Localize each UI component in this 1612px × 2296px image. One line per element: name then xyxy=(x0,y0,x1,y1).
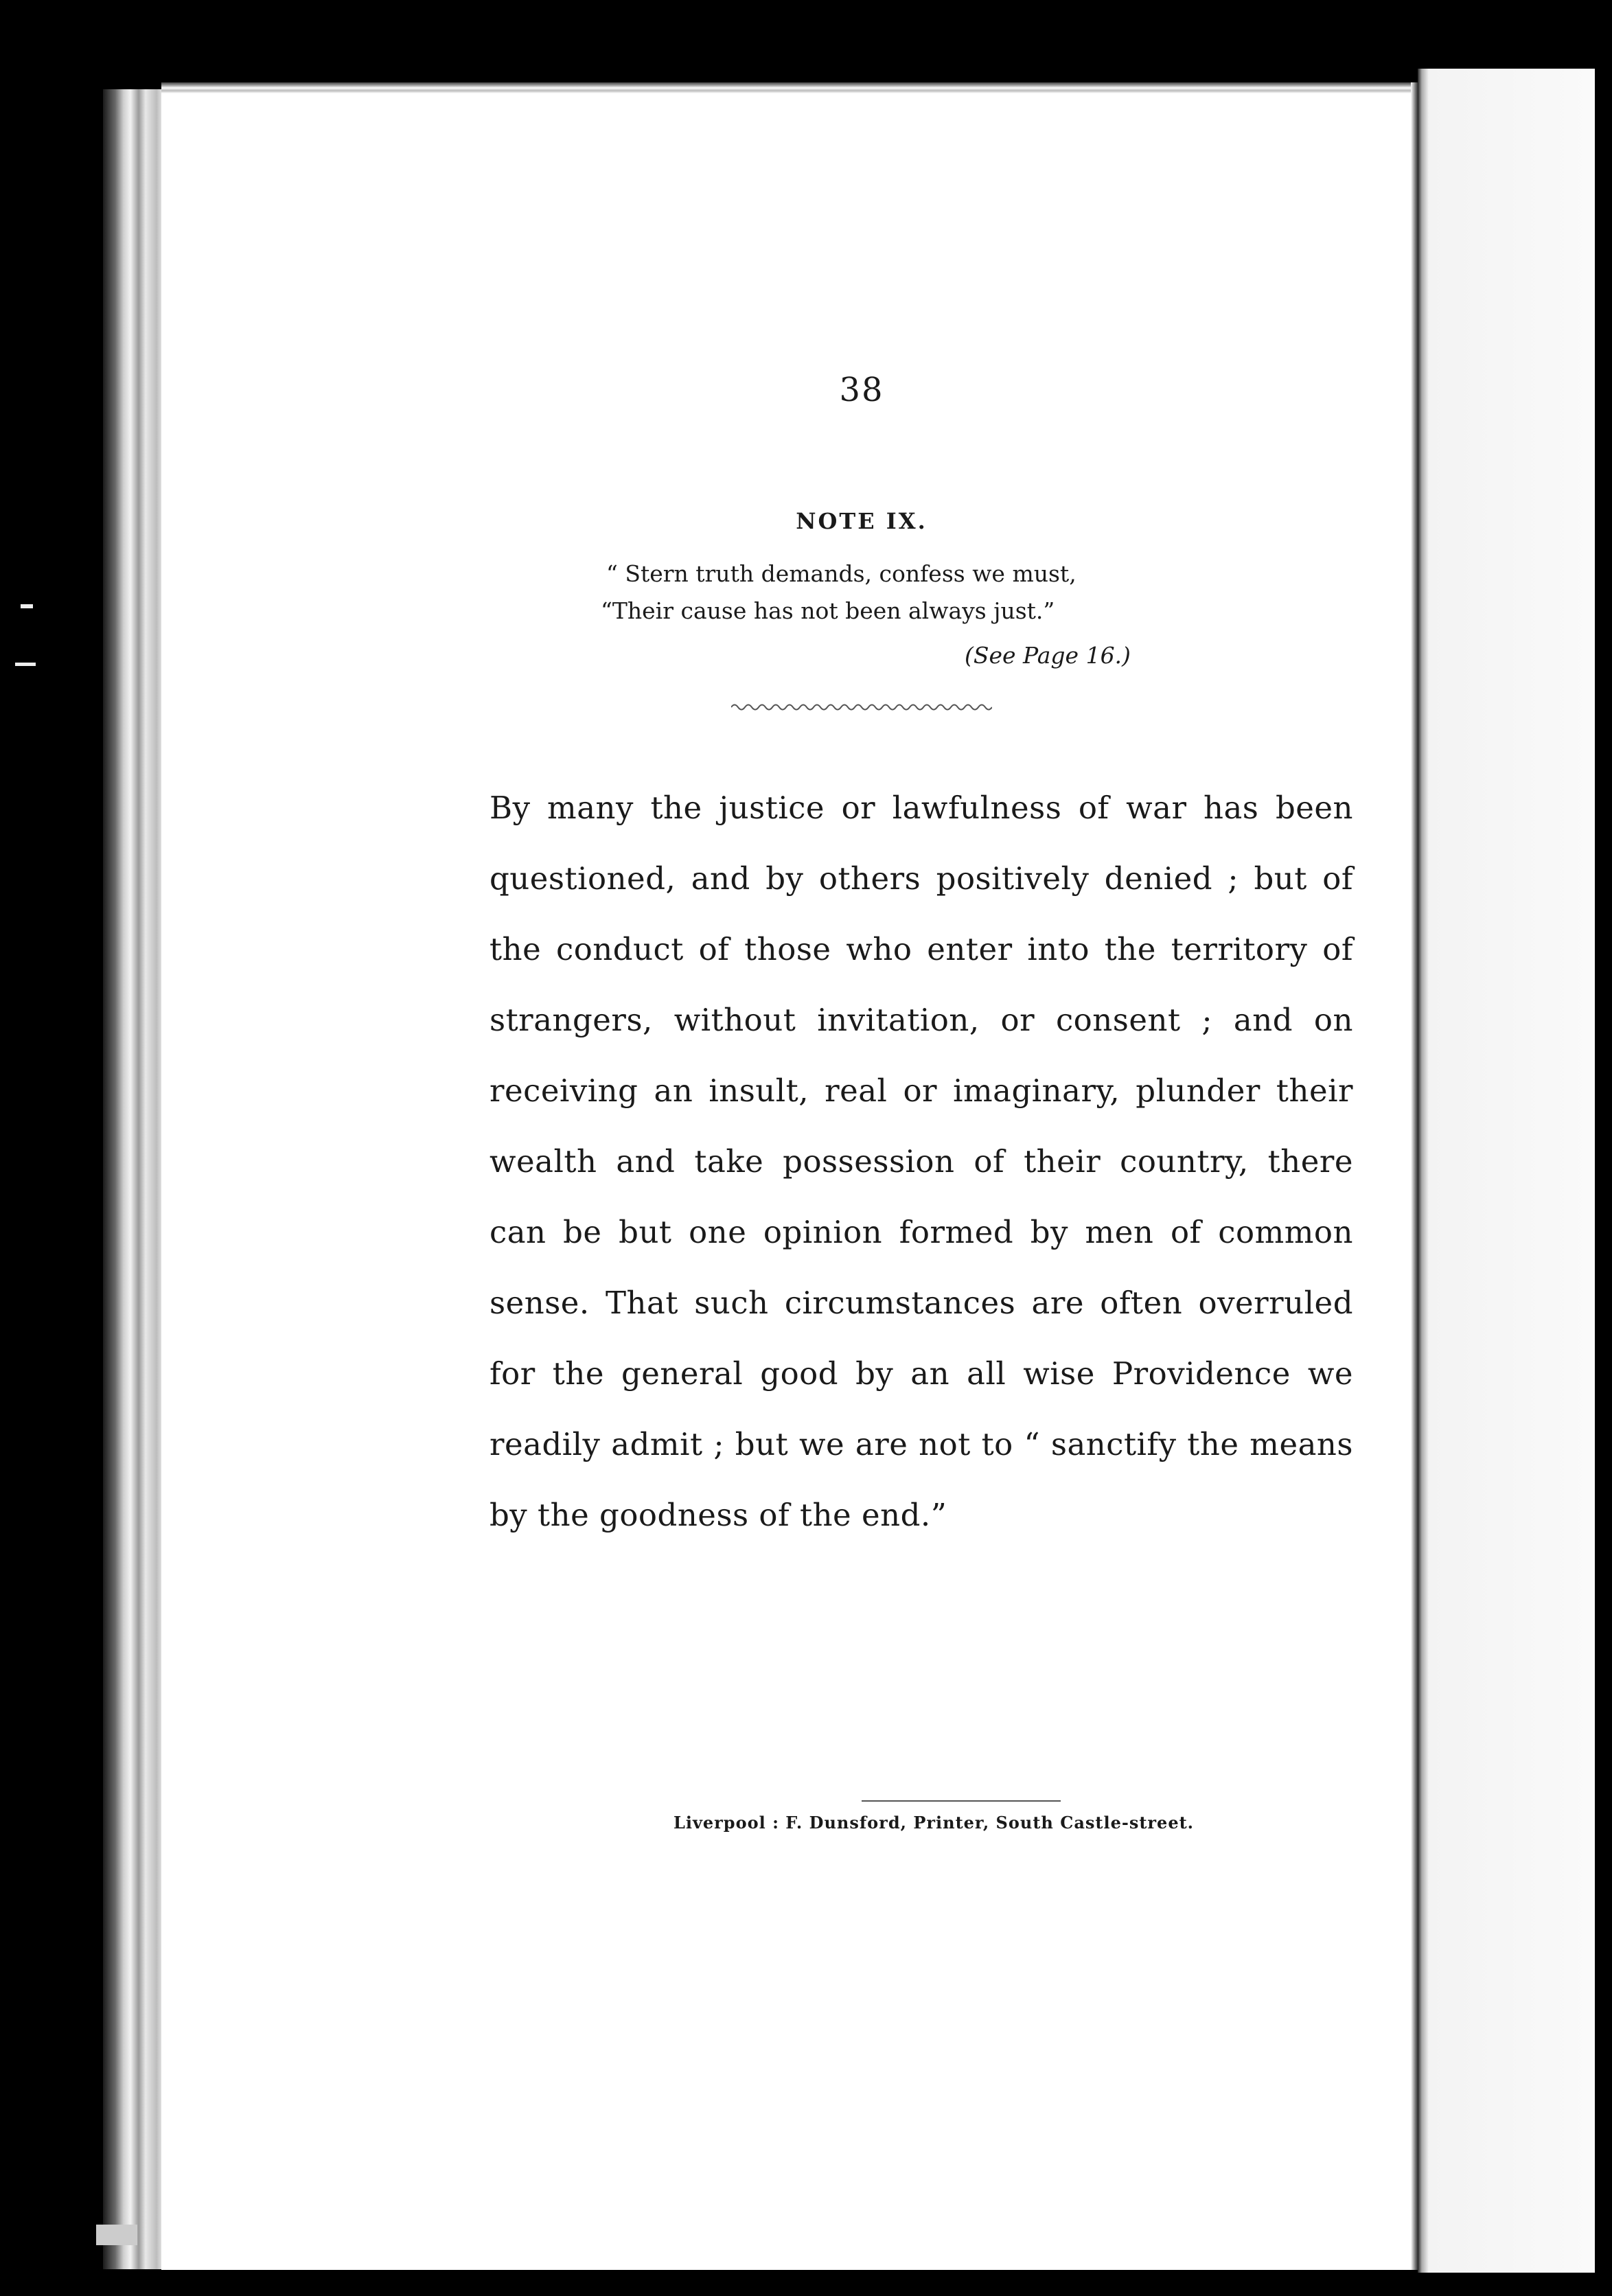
page-citation: (See Page 16.) xyxy=(965,642,1131,669)
page-content xyxy=(161,82,1418,2270)
adjacent-page-edge xyxy=(1418,69,1595,2273)
colophon-rule xyxy=(862,1800,1061,1802)
printer-colophon: Liverpool : F. Dunsford, Printer, South Castle-street. xyxy=(673,1813,1195,1833)
verse-line: “ Stern truth demands, confess we must, xyxy=(606,560,1076,587)
scan-speck xyxy=(15,663,36,666)
page-number: 38 xyxy=(839,371,884,409)
scan-speck xyxy=(96,2225,137,2245)
note-heading: NOTE IX. xyxy=(796,508,928,534)
wavy-rule-ornament xyxy=(731,697,992,718)
body-paragraph: By many the justice or lawfulness of war has been questioned, and by others positively denied ; but of the conduct of those who enter into the territory of strangers, without invitation, or consent ; and on receiving an insult, real or imaginary, plunder their wealth and take possession of their country, there can be but one opinion formed by men of common sense. That such circumstances are often overruled for the general good by an all wise Providence we readily admit ; but we are not to “ sanctify the means by the goodness of the end.” xyxy=(490,790,1353,1533)
scan-speck xyxy=(21,604,33,608)
verse-line: “Their cause has not been always just.” xyxy=(601,597,1055,624)
book-page xyxy=(161,82,1418,2270)
